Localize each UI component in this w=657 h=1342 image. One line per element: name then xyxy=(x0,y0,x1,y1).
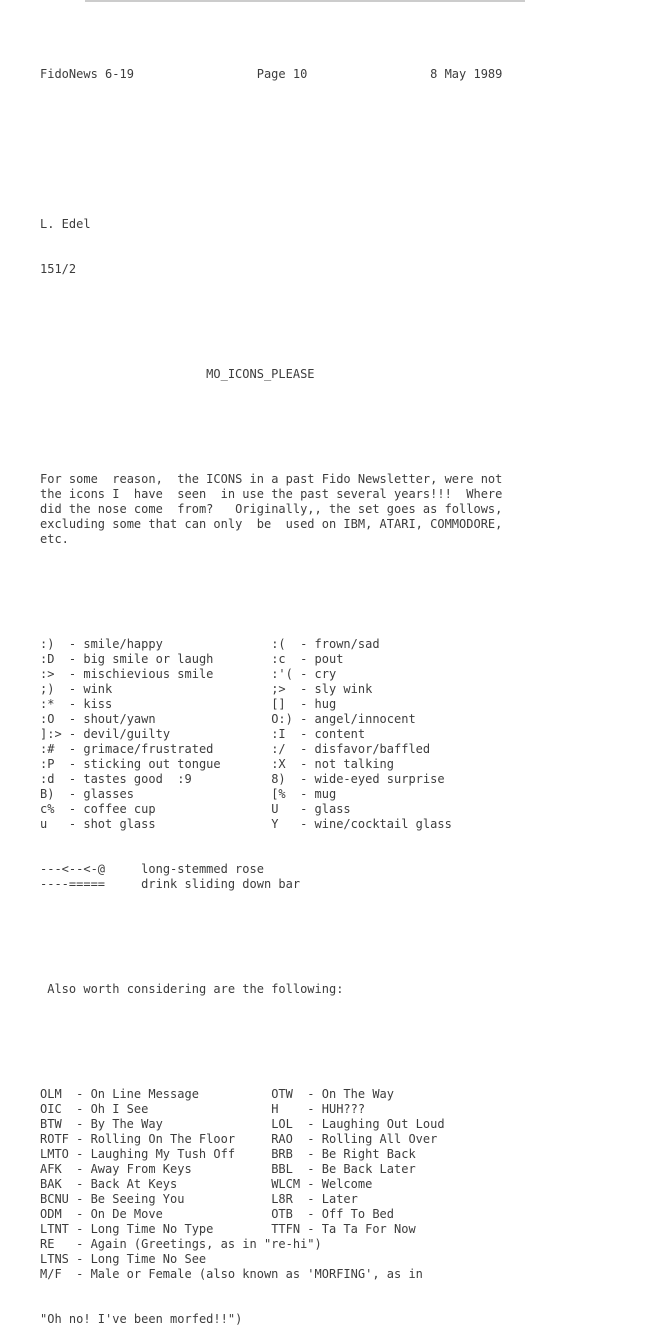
icon-row xyxy=(40,727,657,742)
acronym-meaning: Rolling On The Floor xyxy=(90,1132,236,1146)
acronym-meaning: Be Seeing You xyxy=(90,1192,185,1206)
icon-row xyxy=(40,742,657,757)
icons-list xyxy=(40,637,657,832)
page-number: Page 10 xyxy=(256,67,308,81)
icon-meaning: smile/happy xyxy=(83,637,163,651)
separator: - xyxy=(300,787,308,801)
separator: - xyxy=(300,667,308,681)
icon-meaning: big smile or laugh xyxy=(83,652,214,666)
acronym-row xyxy=(40,1267,657,1282)
separator: - xyxy=(68,712,77,726)
article-title: MO_ICONS_PLEASE xyxy=(206,367,315,381)
note-line: Also worth considering are the following: xyxy=(40,982,344,996)
icon-row xyxy=(40,652,657,667)
icon-meaning: wink xyxy=(83,682,113,696)
acronym-abbr: BCNU xyxy=(40,1192,69,1206)
intro-paragraph xyxy=(40,472,657,547)
icon-symbol: :'( xyxy=(271,667,293,681)
icon-row xyxy=(40,802,657,817)
separator: - xyxy=(76,1102,84,1116)
ascii-art-row xyxy=(40,862,657,877)
separator: - xyxy=(76,1177,84,1191)
separator: - xyxy=(300,727,308,741)
acronym-row xyxy=(40,1087,657,1102)
separator: - xyxy=(68,772,77,786)
icon-symbol: 8) xyxy=(271,772,286,786)
acronym-row xyxy=(40,1117,657,1132)
tail-line: "Oh no! I've been morfed!!") xyxy=(40,1312,243,1326)
icon-meaning: cry xyxy=(314,667,337,681)
icon-symbol: :X xyxy=(271,757,286,771)
separator: - xyxy=(68,727,77,741)
separator: - xyxy=(300,742,308,756)
acronym-meaning: Back At Keys xyxy=(90,1177,178,1191)
separator: - xyxy=(68,697,77,711)
separator: - xyxy=(76,1192,84,1206)
icon-meaning: glass xyxy=(314,802,351,816)
separator: - xyxy=(68,757,77,771)
acronym-row xyxy=(40,1162,657,1177)
separator: - xyxy=(307,1222,315,1236)
icon-row xyxy=(40,817,657,832)
acronym-abbr: ROTF xyxy=(40,1132,69,1146)
acronym-meaning: Be Back Later xyxy=(321,1162,416,1176)
icon-symbol: :I xyxy=(271,727,286,741)
separator: - xyxy=(300,772,308,786)
acronym-abbr: TTFN xyxy=(271,1222,301,1236)
acronym-abbr: WLCM xyxy=(271,1177,301,1191)
ascii-art-list xyxy=(40,862,657,892)
acronym-abbr: BRB xyxy=(271,1147,293,1161)
icon-symbol: B) xyxy=(40,787,55,801)
icon-symbol: :> xyxy=(40,667,55,681)
intro-line: did the nose come from? Originally,, the set goes as follows, xyxy=(40,502,503,516)
blank-line xyxy=(40,1027,657,1042)
acronym-meaning: Be Right Back xyxy=(321,1147,416,1161)
title-line xyxy=(40,367,657,382)
acronym-meaning: Long Time No See xyxy=(90,1252,207,1266)
acronym-meaning: Rolling All Over xyxy=(321,1132,438,1146)
icon-meaning: kiss xyxy=(83,697,113,711)
acronym-abbr: OLM xyxy=(40,1087,62,1101)
blank-line xyxy=(40,157,657,172)
separator: - xyxy=(307,1117,315,1131)
ascii-art-meaning: long-stemmed rose xyxy=(141,862,264,876)
icon-meaning: mischievious smile xyxy=(83,667,214,681)
acronym-meaning: On De Move xyxy=(90,1207,163,1221)
icon-symbol: ;) xyxy=(40,682,55,696)
separator: - xyxy=(307,1102,315,1116)
icon-meaning: devil/guilty xyxy=(83,727,171,741)
acronym-row xyxy=(40,1177,657,1192)
blank-line xyxy=(40,112,657,127)
icon-meaning: disfavor/baffled xyxy=(314,742,431,756)
separator: - xyxy=(68,787,77,801)
separator: - xyxy=(76,1132,84,1146)
page-header xyxy=(40,67,657,82)
blank-line xyxy=(40,577,657,592)
icon-symbol: :d xyxy=(40,772,55,786)
separator: - xyxy=(68,802,77,816)
acronym-abbr: BTW xyxy=(40,1117,62,1131)
icon-meaning: wide-eyed surprise xyxy=(314,772,445,786)
acronym-row xyxy=(40,1252,657,1267)
separator: - xyxy=(300,802,308,816)
icon-symbol: U xyxy=(271,802,279,816)
acronym-abbr: ODM xyxy=(40,1207,62,1221)
icon-meaning: glasses xyxy=(83,787,134,801)
issue-date: 8 May 1989 xyxy=(430,67,503,81)
icon-meaning: shot glass xyxy=(83,817,156,831)
icon-symbol: :P xyxy=(40,757,55,771)
icon-symbol: ]:> xyxy=(40,727,62,741)
acronym-abbr: AFK xyxy=(40,1162,62,1176)
acronym-row xyxy=(40,1132,657,1147)
acronym-meaning: Away From Keys xyxy=(90,1162,192,1176)
acronym-meaning: By The Way xyxy=(90,1117,163,1131)
separator: - xyxy=(76,1207,84,1221)
separator: - xyxy=(307,1207,315,1221)
ascii-art-symbol: ----===== xyxy=(40,877,106,891)
icon-symbol: :( xyxy=(271,637,286,651)
icon-symbol: :D xyxy=(40,652,55,666)
acronym-meaning: On The Way xyxy=(321,1087,394,1101)
icon-meaning: pout xyxy=(314,652,344,666)
icon-meaning: sly wink xyxy=(314,682,373,696)
icon-row xyxy=(40,667,657,682)
separator: - xyxy=(300,682,308,696)
icon-symbol: :O xyxy=(40,712,55,726)
icon-symbol: u xyxy=(40,817,48,831)
icon-meaning: coffee cup xyxy=(83,802,156,816)
icon-symbol: :c xyxy=(271,652,286,666)
icon-meaning: not talking xyxy=(314,757,395,771)
separator: - xyxy=(300,817,308,831)
intro-line: the icons I have seen in use the past several years!!! Where xyxy=(40,487,503,501)
acronym-row xyxy=(40,1222,657,1237)
acronym-meaning: Oh I See xyxy=(90,1102,149,1116)
icon-meaning: grimace/frustrated xyxy=(83,742,214,756)
intro-line: excluding some that can only be used on IBM, ATARI, COMMODORE, xyxy=(40,517,503,531)
separator: - xyxy=(68,817,77,831)
icon-row xyxy=(40,757,657,772)
acronym-meaning: Later xyxy=(321,1192,358,1206)
icon-meaning: hug xyxy=(314,697,337,711)
separator: - xyxy=(68,742,77,756)
acronym-abbr: RE xyxy=(40,1237,55,1251)
acronym-meaning: Male or Female (also known as 'MORFING', as in xyxy=(90,1267,423,1281)
separator: - xyxy=(300,712,308,726)
acronym-row xyxy=(40,1102,657,1117)
acronym-abbr: H xyxy=(271,1102,279,1116)
acronym-meaning: Off To Bed xyxy=(321,1207,394,1221)
icon-meaning: tastes good :9 xyxy=(83,772,192,786)
separator: - xyxy=(307,1147,315,1161)
acronym-abbr: BAK xyxy=(40,1177,62,1191)
separator: - xyxy=(68,652,77,666)
acronym-meaning: Laughing Out Loud xyxy=(321,1117,445,1131)
author-node: 151/2 xyxy=(40,262,77,276)
ascii-art-meaning: drink sliding down bar xyxy=(141,877,301,891)
separator: - xyxy=(76,1147,84,1161)
separator: - xyxy=(76,1087,84,1101)
acronym-row xyxy=(40,1192,657,1207)
separator: - xyxy=(76,1162,84,1176)
icon-symbol: :# xyxy=(40,742,55,756)
separator: - xyxy=(68,637,77,651)
ascii-art-symbol: ---<--<-@ xyxy=(40,862,106,876)
icon-meaning: sticking out tongue xyxy=(83,757,221,771)
separator: - xyxy=(307,1132,315,1146)
acronym-meaning: Laughing My Tush Off xyxy=(90,1147,236,1161)
separator: - xyxy=(307,1162,315,1176)
acronym-meaning: Long Time No Type xyxy=(90,1222,214,1236)
icon-symbol: [% xyxy=(271,787,286,801)
icon-symbol: Y xyxy=(271,817,279,831)
separator: - xyxy=(76,1117,84,1131)
blank-line xyxy=(40,922,657,937)
icon-symbol: c% xyxy=(40,802,55,816)
separator: - xyxy=(300,637,308,651)
icon-symbol: :/ xyxy=(271,742,286,756)
ascii-art-row xyxy=(40,877,657,892)
acronyms-list xyxy=(40,1087,657,1282)
separator: - xyxy=(300,652,308,666)
acronym-abbr: RAO xyxy=(271,1132,293,1146)
icon-meaning: wine/cocktail glass xyxy=(314,817,452,831)
acronym-row xyxy=(40,1207,657,1222)
acronym-meaning: On Line Message xyxy=(90,1087,199,1101)
acronym-abbr: OTW xyxy=(271,1087,293,1101)
separator: - xyxy=(76,1237,84,1251)
acronym-row xyxy=(40,1237,657,1252)
icon-meaning: frown/sad xyxy=(314,637,380,651)
icon-symbol: ;> xyxy=(271,682,286,696)
icon-row xyxy=(40,712,657,727)
acronym-abbr: LTNS xyxy=(40,1252,69,1266)
separator: - xyxy=(76,1267,84,1281)
separator: - xyxy=(68,682,77,696)
icon-meaning: angel/innocent xyxy=(314,712,416,726)
acronym-abbr: BBL xyxy=(271,1162,293,1176)
separator: - xyxy=(300,697,308,711)
blank-line xyxy=(40,412,657,427)
icon-symbol: O:) xyxy=(271,712,293,726)
separator: - xyxy=(76,1252,84,1266)
acronym-abbr: LMTO xyxy=(40,1147,69,1161)
separator: - xyxy=(307,1087,315,1101)
acronym-meaning: Ta Ta For Now xyxy=(321,1222,416,1236)
acronym-meaning: Again (Greetings, as in "re-hi") xyxy=(90,1237,322,1251)
acronym-abbr: LTNT xyxy=(40,1222,69,1236)
author-name: L. Edel xyxy=(40,217,91,231)
icon-row xyxy=(40,772,657,787)
icon-row xyxy=(40,637,657,652)
acronym-abbr: L8R xyxy=(271,1192,293,1206)
intro-line: For some reason, the ICONS in a past Fido Newsletter, were not xyxy=(40,472,503,486)
icon-symbol: :) xyxy=(40,637,55,651)
separator: - xyxy=(307,1192,315,1206)
acronym-abbr: OTB xyxy=(271,1207,293,1221)
icon-row xyxy=(40,682,657,697)
newsletter-issue: FidoNews 6-19 xyxy=(40,67,134,81)
separator: - xyxy=(300,757,308,771)
icon-meaning: shout/yawn xyxy=(83,712,156,726)
icon-meaning: content xyxy=(314,727,366,741)
acronym-abbr: LOL xyxy=(271,1117,293,1131)
icon-row xyxy=(40,787,657,802)
acronym-meaning: HUH??? xyxy=(321,1102,366,1116)
icon-symbol: :* xyxy=(40,697,55,711)
top-rule xyxy=(85,0,525,2)
separator: - xyxy=(68,667,77,681)
icon-row xyxy=(40,697,657,712)
acronym-abbr: M/F xyxy=(40,1267,62,1281)
icon-meaning: mug xyxy=(314,787,337,801)
acronym-row xyxy=(40,1147,657,1162)
intro-line: etc. xyxy=(40,532,69,546)
separator: - xyxy=(76,1222,84,1236)
separator: - xyxy=(307,1177,315,1191)
icon-symbol: [] xyxy=(271,697,286,711)
acronym-abbr: OIC xyxy=(40,1102,62,1116)
acronym-meaning: Welcome xyxy=(321,1177,373,1191)
blank-line xyxy=(40,307,657,322)
